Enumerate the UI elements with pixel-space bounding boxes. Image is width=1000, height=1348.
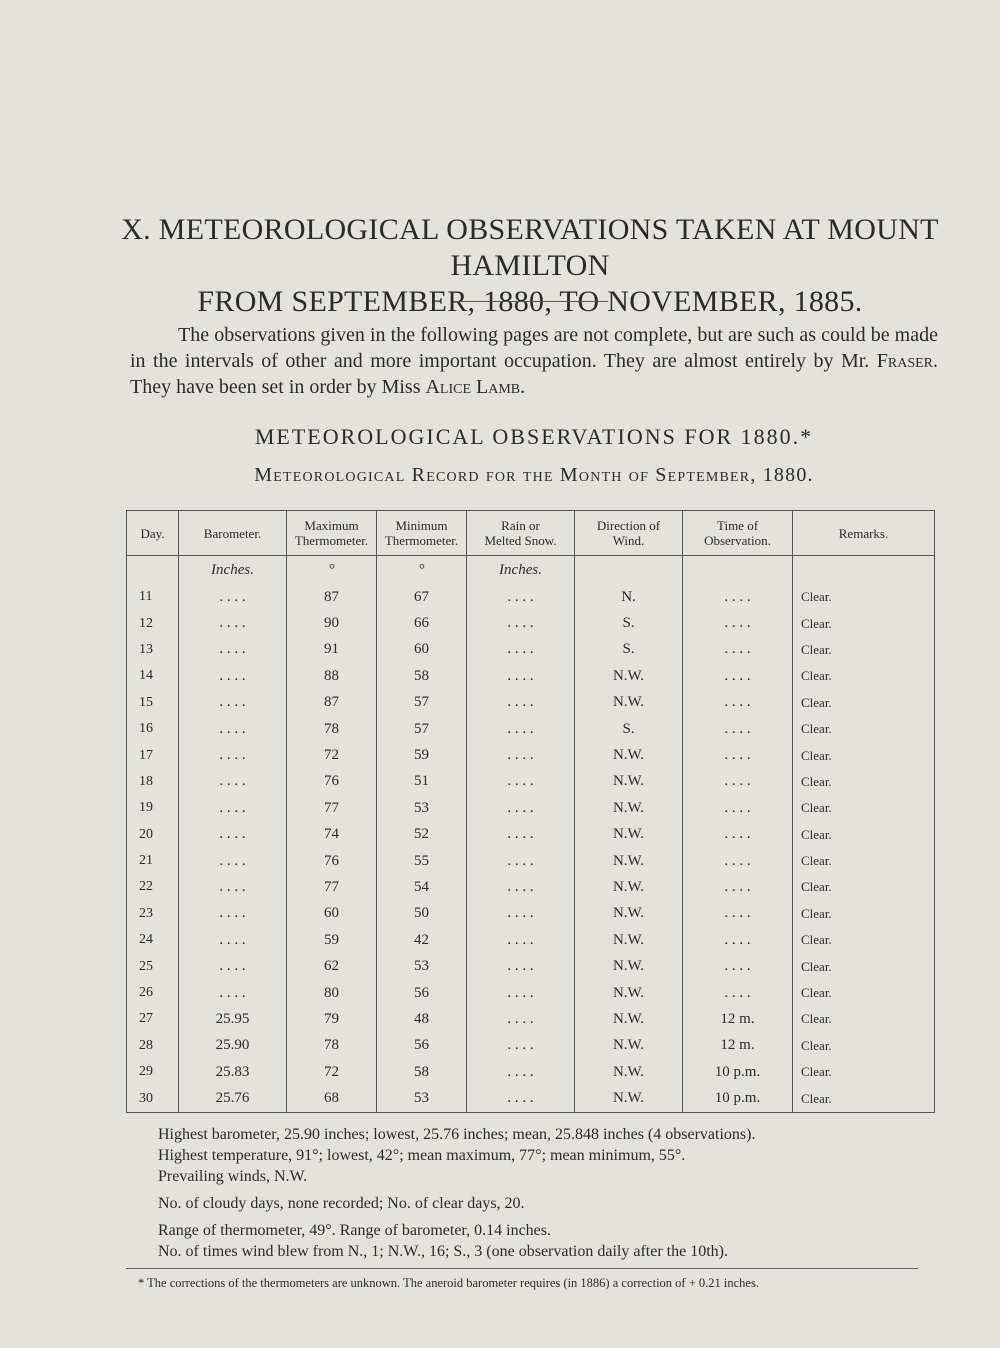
chapter-title <box>120 212 940 320</box>
cell-barometer: . . . . <box>179 901 287 927</box>
cell-rain: . . . . <box>467 1006 575 1032</box>
intro-text-middle: . They have been set in order by Miss <box>130 350 938 398</box>
cell-remarks: Clear. <box>793 663 935 689</box>
cell-wind: N.W. <box>575 690 683 716</box>
cell-max: 60 <box>287 901 377 927</box>
cell-remarks: Clear. <box>793 901 935 927</box>
cell-min: 55 <box>377 848 467 874</box>
cell-remarks: Clear. <box>793 610 935 636</box>
chapter-title-line-2: FROM SEPTEMBER, 1880, TO NOVEMBER, 1885. <box>197 285 863 318</box>
cell-wind: N.W. <box>575 953 683 979</box>
cell-day: 21 <box>127 848 179 874</box>
cell-remarks: Clear. <box>793 637 935 663</box>
cell-max: 90 <box>287 610 377 636</box>
cell-barometer: . . . . <box>179 716 287 742</box>
cell-wind: N.W. <box>575 822 683 848</box>
cell-day: 23 <box>127 901 179 927</box>
cell-max: 62 <box>287 953 377 979</box>
cell-remarks: Clear. <box>793 927 935 953</box>
cell-max: 87 <box>287 690 377 716</box>
cell-time: 10 p.m. <box>683 1085 793 1112</box>
units-min: ° <box>377 556 467 585</box>
cell-barometer: . . . . <box>179 927 287 953</box>
units-barometer: Inches. <box>179 556 287 585</box>
cell-day: 13 <box>127 637 179 663</box>
cell-time: . . . . <box>683 901 793 927</box>
table-row <box>127 716 935 742</box>
cell-min: 50 <box>377 901 467 927</box>
units-rain: Inches. <box>467 556 575 585</box>
cell-barometer: . . . . <box>179 980 287 1006</box>
table-row <box>127 742 935 768</box>
cell-min: 57 <box>377 690 467 716</box>
cell-max: 91 <box>287 637 377 663</box>
cell-min: 59 <box>377 742 467 768</box>
cell-rain: . . . . <box>467 663 575 689</box>
cell-day: 30 <box>127 1085 179 1112</box>
cell-wind: S. <box>575 637 683 663</box>
cell-day: 11 <box>127 584 179 610</box>
cell-wind: N.W. <box>575 874 683 900</box>
cell-wind: N. <box>575 584 683 610</box>
cell-max: 68 <box>287 1085 377 1112</box>
observation-table <box>126 510 935 1113</box>
cell-min: 53 <box>377 1085 467 1112</box>
cell-min: 56 <box>377 1033 467 1059</box>
record-title: Meteorological Record for the Month of September, 1880. <box>254 464 814 486</box>
cell-rain: . . . . <box>467 716 575 742</box>
cell-max: 77 <box>287 795 377 821</box>
cell-rain: . . . . <box>467 1033 575 1059</box>
cell-time: . . . . <box>683 690 793 716</box>
cell-min: 48 <box>377 1006 467 1032</box>
cell-max: 78 <box>287 1033 377 1059</box>
cell-day: 15 <box>127 690 179 716</box>
cell-remarks: Clear. <box>793 1059 935 1085</box>
cell-wind: N.W. <box>575 901 683 927</box>
units-row <box>127 556 935 585</box>
cell-barometer: 25.83 <box>179 1059 287 1085</box>
cell-min: 51 <box>377 769 467 795</box>
cell-day: 24 <box>127 927 179 953</box>
table-row <box>127 1006 935 1032</box>
header-wind-direction: Direction of Wind. <box>575 511 683 556</box>
cell-day: 14 <box>127 663 179 689</box>
table-row <box>127 1033 935 1059</box>
cell-min: 56 <box>377 980 467 1006</box>
cell-min: 53 <box>377 795 467 821</box>
cell-day: 12 <box>127 610 179 636</box>
table-row <box>127 769 935 795</box>
cell-time: 12 m. <box>683 1033 793 1059</box>
cell-wind: N.W. <box>575 1006 683 1032</box>
cell-barometer: . . . . <box>179 769 287 795</box>
cell-remarks: Clear. <box>793 980 935 1006</box>
cell-max: 87 <box>287 584 377 610</box>
intro-name-alice-lamb: Alice Lamb <box>425 376 521 398</box>
cell-rain: . . . . <box>467 610 575 636</box>
cell-barometer: . . . . <box>179 663 287 689</box>
cell-day: 17 <box>127 742 179 768</box>
units-remarks <box>793 556 935 585</box>
cell-wind: N.W. <box>575 769 683 795</box>
cell-time: . . . . <box>683 663 793 689</box>
table-row <box>127 953 935 979</box>
cell-rain: . . . . <box>467 1059 575 1085</box>
cell-time: . . . . <box>683 927 793 953</box>
summary-prevailing-winds: Prevailing winds, N.W. <box>158 1168 308 1185</box>
cell-rain: . . . . <box>467 690 575 716</box>
cell-remarks: Clear. <box>793 953 935 979</box>
cell-rain: . . . . <box>467 848 575 874</box>
cell-day: 29 <box>127 1059 179 1085</box>
cell-remarks: Clear. <box>793 742 935 768</box>
cell-max: 76 <box>287 848 377 874</box>
summary-temperature: Highest temperature, 91°; lowest, 42°; mean maximum, 77°; mean minimum, 55°. <box>158 1147 686 1164</box>
header-rain: Rain or Melted Snow. <box>467 511 575 556</box>
cell-barometer: . . . . <box>179 874 287 900</box>
footnote-divider <box>126 1268 918 1269</box>
header-barometer: Barometer. <box>179 511 287 556</box>
table-row <box>127 980 935 1006</box>
cell-wind: N.W. <box>575 1085 683 1112</box>
table-row <box>127 610 935 636</box>
cell-day: 22 <box>127 874 179 900</box>
table-row <box>127 690 935 716</box>
table-row <box>127 874 935 900</box>
cell-barometer: . . . . <box>179 690 287 716</box>
cell-barometer: . . . . <box>179 953 287 979</box>
cell-barometer: . . . . <box>179 848 287 874</box>
cell-remarks: Clear. <box>793 822 935 848</box>
cell-remarks: Clear. <box>793 1006 935 1032</box>
cell-remarks: Clear. <box>793 874 935 900</box>
cell-rain: . . . . <box>467 1085 575 1112</box>
cell-min: 54 <box>377 874 467 900</box>
cell-max: 76 <box>287 769 377 795</box>
summary-ranges: Range of thermometer, 49°. Range of barometer, 0.14 inches. <box>158 1222 551 1239</box>
cell-day: 18 <box>127 769 179 795</box>
cell-remarks: Clear. <box>793 795 935 821</box>
cell-rain: . . . . <box>467 769 575 795</box>
table-row <box>127 1059 935 1085</box>
title-divider <box>456 301 608 302</box>
table-header-row <box>127 511 935 556</box>
header-max-thermometer: Maximum Thermometer. <box>287 511 377 556</box>
cell-rain: . . . . <box>467 637 575 663</box>
cell-day: 25 <box>127 953 179 979</box>
cell-wind: S. <box>575 716 683 742</box>
cell-remarks: Clear. <box>793 769 935 795</box>
cell-barometer: 25.90 <box>179 1033 287 1059</box>
monthly-summary <box>158 1124 878 1262</box>
cell-wind: N.W. <box>575 927 683 953</box>
cell-min: 58 <box>377 663 467 689</box>
cell-min: 57 <box>377 716 467 742</box>
table-row <box>127 663 935 689</box>
cell-wind: N.W. <box>575 1059 683 1085</box>
cell-remarks: Clear. <box>793 690 935 716</box>
cell-time: . . . . <box>683 769 793 795</box>
cell-barometer: . . . . <box>179 822 287 848</box>
cell-rain: . . . . <box>467 901 575 927</box>
cell-remarks: Clear. <box>793 848 935 874</box>
cell-barometer: 25.76 <box>179 1085 287 1112</box>
units-time <box>683 556 793 585</box>
cell-max: 59 <box>287 927 377 953</box>
cell-wind: N.W. <box>575 980 683 1006</box>
cell-min: 53 <box>377 953 467 979</box>
cell-time: . . . . <box>683 716 793 742</box>
cell-rain: . . . . <box>467 584 575 610</box>
cell-time: 10 p.m. <box>683 1059 793 1085</box>
cell-rain: . . . . <box>467 953 575 979</box>
cell-max: 72 <box>287 1059 377 1085</box>
table-row <box>127 584 935 610</box>
cell-min: 67 <box>377 584 467 610</box>
cell-min: 58 <box>377 1059 467 1085</box>
cell-wind: N.W. <box>575 1033 683 1059</box>
cell-min: 52 <box>377 822 467 848</box>
intro-text-after: . <box>520 376 526 398</box>
section-title: METEOROLOGICAL OBSERVATIONS FOR 1880.* <box>254 424 814 449</box>
cell-wind: N.W. <box>575 663 683 689</box>
cell-time: . . . . <box>683 584 793 610</box>
header-day: Day. <box>127 511 179 556</box>
table-row <box>127 637 935 663</box>
header-remarks: Remarks. <box>793 511 935 556</box>
cell-wind: S. <box>575 610 683 636</box>
summary-wind-counts: No. of times wind blew from N., 1; N.W., 16; S., 3 (one observation daily after the 10th). <box>158 1243 728 1260</box>
cell-min: 42 <box>377 927 467 953</box>
footnote: * The corrections of the thermometers are unknown. The aneroid barometer requires (in 1886) a correction of + 0.21 inches. <box>138 1276 759 1290</box>
table-row <box>127 901 935 927</box>
cell-max: 74 <box>287 822 377 848</box>
cell-day: 20 <box>127 822 179 848</box>
cell-rain: . . . . <box>467 742 575 768</box>
cell-time: . . . . <box>683 980 793 1006</box>
cell-rain: . . . . <box>467 874 575 900</box>
units-wind <box>575 556 683 585</box>
cell-rain: . . . . <box>467 822 575 848</box>
cell-max: 72 <box>287 742 377 768</box>
cell-barometer: . . . . <box>179 742 287 768</box>
table-row <box>127 795 935 821</box>
cell-day: 27 <box>127 1006 179 1032</box>
cell-max: 77 <box>287 874 377 900</box>
cell-min: 66 <box>377 610 467 636</box>
intro-text-before: The observations given in the following pages are not complete, but are such as could be made in the intervals of other and more important occupation. They are almost entirely by Mr. <box>130 324 938 372</box>
cell-time: . . . . <box>683 848 793 874</box>
header-observation-time: Time of Observation. <box>683 511 793 556</box>
cell-remarks: Clear. <box>793 1033 935 1059</box>
cell-barometer: 25.95 <box>179 1006 287 1032</box>
cell-day: 28 <box>127 1033 179 1059</box>
cell-barometer: . . . . <box>179 610 287 636</box>
table-row <box>127 822 935 848</box>
cell-day: 19 <box>127 795 179 821</box>
cell-remarks: Clear. <box>793 584 935 610</box>
cell-day: 16 <box>127 716 179 742</box>
cell-max: 79 <box>287 1006 377 1032</box>
cell-barometer: . . . . <box>179 637 287 663</box>
cell-min: 60 <box>377 637 467 663</box>
cell-remarks: Clear. <box>793 716 935 742</box>
table-row <box>127 927 935 953</box>
cell-wind: N.W. <box>575 795 683 821</box>
cell-time: . . . . <box>683 874 793 900</box>
units-max: ° <box>287 556 377 585</box>
cell-rain: . . . . <box>467 980 575 1006</box>
table-row <box>127 1085 935 1112</box>
cell-time: . . . . <box>683 822 793 848</box>
intro-name-fraser: Fraser <box>876 350 933 372</box>
cell-time: . . . . <box>683 637 793 663</box>
cell-max: 88 <box>287 663 377 689</box>
cell-rain: . . . . <box>467 927 575 953</box>
summary-days: No. of cloudy days, none recorded; No. of clear days, 20. <box>158 1195 525 1212</box>
observation-table-wrapper <box>126 510 934 1113</box>
header-min-thermometer: Minimum Thermometer. <box>377 511 467 556</box>
cell-time: . . . . <box>683 610 793 636</box>
cell-rain: . . . . <box>467 795 575 821</box>
intro-paragraph <box>130 322 938 400</box>
cell-time: . . . . <box>683 953 793 979</box>
cell-wind: N.W. <box>575 848 683 874</box>
cell-max: 80 <box>287 980 377 1006</box>
cell-time: . . . . <box>683 795 793 821</box>
cell-wind: N.W. <box>575 742 683 768</box>
cell-max: 78 <box>287 716 377 742</box>
table-row <box>127 848 935 874</box>
cell-remarks: Clear. <box>793 1085 935 1112</box>
cell-day: 26 <box>127 980 179 1006</box>
cell-barometer: . . . . <box>179 795 287 821</box>
units-day <box>127 556 179 585</box>
chapter-title-line-1: X. METEOROLOGICAL OBSERVATIONS TAKEN AT MOUNT HAMILTON <box>121 213 939 282</box>
cell-time: . . . . <box>683 742 793 768</box>
summary-barometer: Highest barometer, 25.90 inches; lowest, 25.76 inches; mean, 25.848 inches (4 observations). <box>158 1126 756 1143</box>
cell-time: 12 m. <box>683 1006 793 1032</box>
cell-barometer: . . . . <box>179 584 287 610</box>
